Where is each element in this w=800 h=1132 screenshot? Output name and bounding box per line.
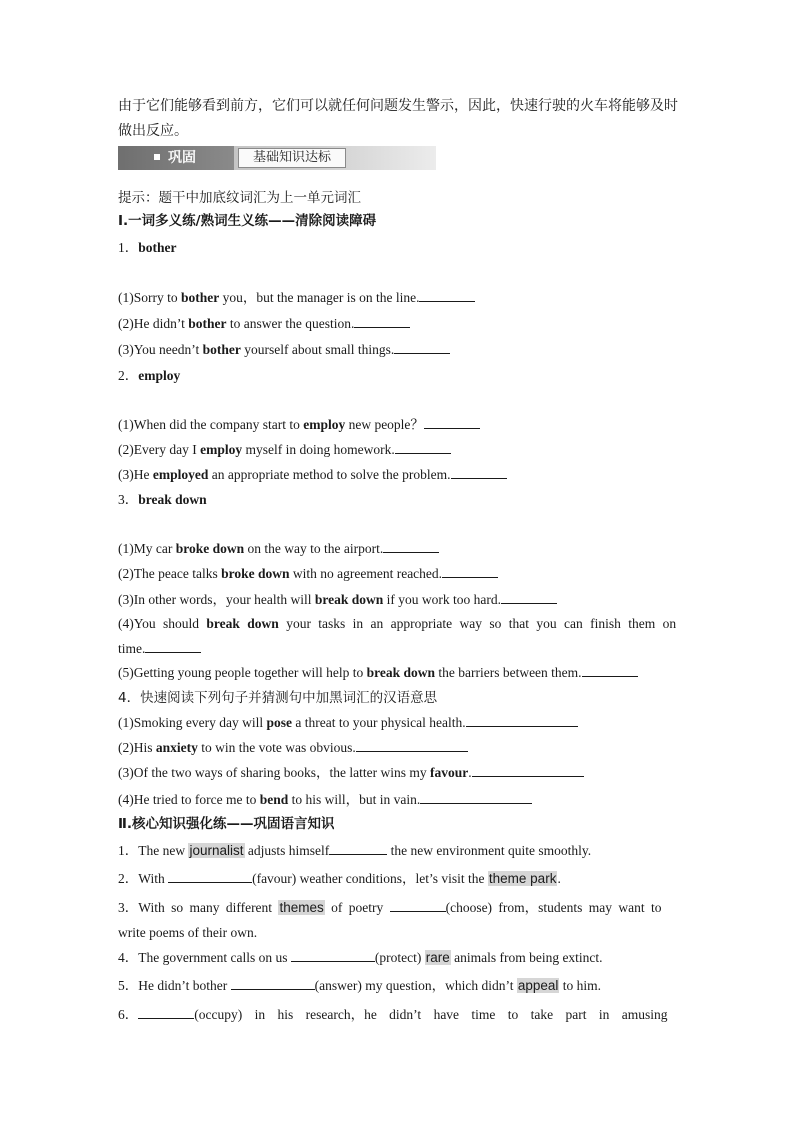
banner-subtitle: 基础知识达标: [238, 148, 346, 168]
sentence: (3)You needn’t bother yourself about small things.: [118, 341, 450, 359]
answer-blank[interactable]: [419, 289, 475, 302]
intro-line-1: 由于它们能够看到前方，它们可以就任何问题发生警示，因此，快速行驶的火车将能够及时: [118, 98, 678, 114]
sentence: (3)In other words，your health will break down if you work too hard.: [118, 591, 557, 609]
word-heading-4: 4．快速阅读下列句子并猜测句中加黑词汇的汉语意思: [118, 690, 438, 706]
answer-blank[interactable]: [291, 949, 375, 962]
answer-blank[interactable]: [356, 739, 468, 752]
answer-blank[interactable]: [395, 441, 451, 454]
answer-blank[interactable]: [442, 565, 498, 578]
question-3: 3．With so many different themes of poetry (choose) from，students may want to: [118, 900, 662, 915]
question-3-continued: write poems of their own.: [118, 925, 258, 940]
answer-blank[interactable]: [354, 315, 410, 328]
sentence: (1)Sorry to bother you，but the manager is on the line.: [118, 289, 475, 307]
sentence: (4)You should break down your tasks in an appropriate way so that you can finish them on: [118, 616, 677, 631]
highlighted-word: journalist: [189, 843, 244, 858]
sentence: (3)He employed an appropriate method to solve the problem.: [118, 466, 507, 484]
answer-blank[interactable]: [329, 842, 387, 855]
word-heading-2: 2．employ: [118, 368, 181, 383]
answer-blank[interactable]: [383, 540, 439, 553]
sentence: (2)The peace talks broke down with no agreement reached.: [118, 565, 498, 583]
answer-blank[interactable]: [466, 714, 578, 727]
answer-blank[interactable]: [231, 977, 315, 990]
sentence: (4)He tried to force me to bend to his will，but in vain.: [118, 791, 532, 809]
sentence: (2)His anxiety to win the vote was obvious.: [118, 739, 468, 757]
banner-label: 巩固: [118, 146, 234, 170]
answer-blank[interactable]: [424, 416, 480, 429]
question-1: 1．The new journalist adjusts himself the new environment quite smoothly.: [118, 843, 592, 858]
sentence-continued: time.: [118, 640, 201, 658]
question-5: 5．He didn’t bother (answer) my question，which didn’t appeal to him.: [118, 978, 602, 993]
answer-blank[interactable]: [145, 640, 201, 653]
question-6: 6． (occupy) in his research，he didn’t have time to take part in amusing: [118, 1007, 668, 1022]
sentence: (3)Of the two ways of sharing books，the latter wins my favour.: [118, 764, 584, 782]
answer-blank[interactable]: [501, 591, 557, 604]
answer-blank[interactable]: [472, 764, 584, 777]
word-heading-3: 3．break down: [118, 492, 207, 507]
highlighted-word: appeal: [517, 978, 559, 993]
sentence: (2)He didn’t bother to answer the question.: [118, 315, 410, 333]
sentence: (1)When did the company start to employ new people？: [118, 416, 480, 434]
answer-blank[interactable]: [168, 870, 252, 883]
answer-blank[interactable]: [394, 341, 450, 354]
sentence: (2)Every day I employ myself in doing homework.: [118, 441, 451, 459]
highlighted-word: theme park: [488, 871, 557, 886]
word-heading-1: 1．bother: [118, 240, 177, 255]
answer-blank[interactable]: [451, 466, 507, 479]
sentence: (1)Smoking every day will pose a threat to your physical health.: [118, 714, 578, 732]
answer-blank[interactable]: [582, 664, 638, 677]
intro-line-2: 做出反应。: [118, 123, 188, 139]
highlighted-word: rare: [425, 950, 450, 965]
square-bullet-icon: [154, 154, 160, 160]
question-4: 4．The government calls on us (protect) rare animals from being extinct.: [118, 950, 603, 965]
section-2-title: Ⅱ.核心知识强化练——巩固语言知识: [118, 816, 335, 832]
sentence: (1)My car broke down on the way to the airport.: [118, 540, 439, 558]
sentence: (5)Getting young people together will help to break down the barriers between them.: [118, 664, 638, 682]
highlighted-word: themes: [279, 900, 324, 915]
section-banner: [118, 146, 436, 170]
answer-blank[interactable]: [420, 791, 532, 804]
question-2: 2．With (favour) weather conditions，let’s visit the theme park.: [118, 871, 561, 886]
answer-blank[interactable]: [390, 899, 446, 912]
hint-text: 提示：题干中加底纹词汇为上一单元词汇: [118, 190, 361, 206]
answer-blank[interactable]: [138, 1006, 194, 1019]
section-1-title: Ⅰ.一词多义练/熟词生义练——清除阅读障碍: [118, 213, 377, 229]
